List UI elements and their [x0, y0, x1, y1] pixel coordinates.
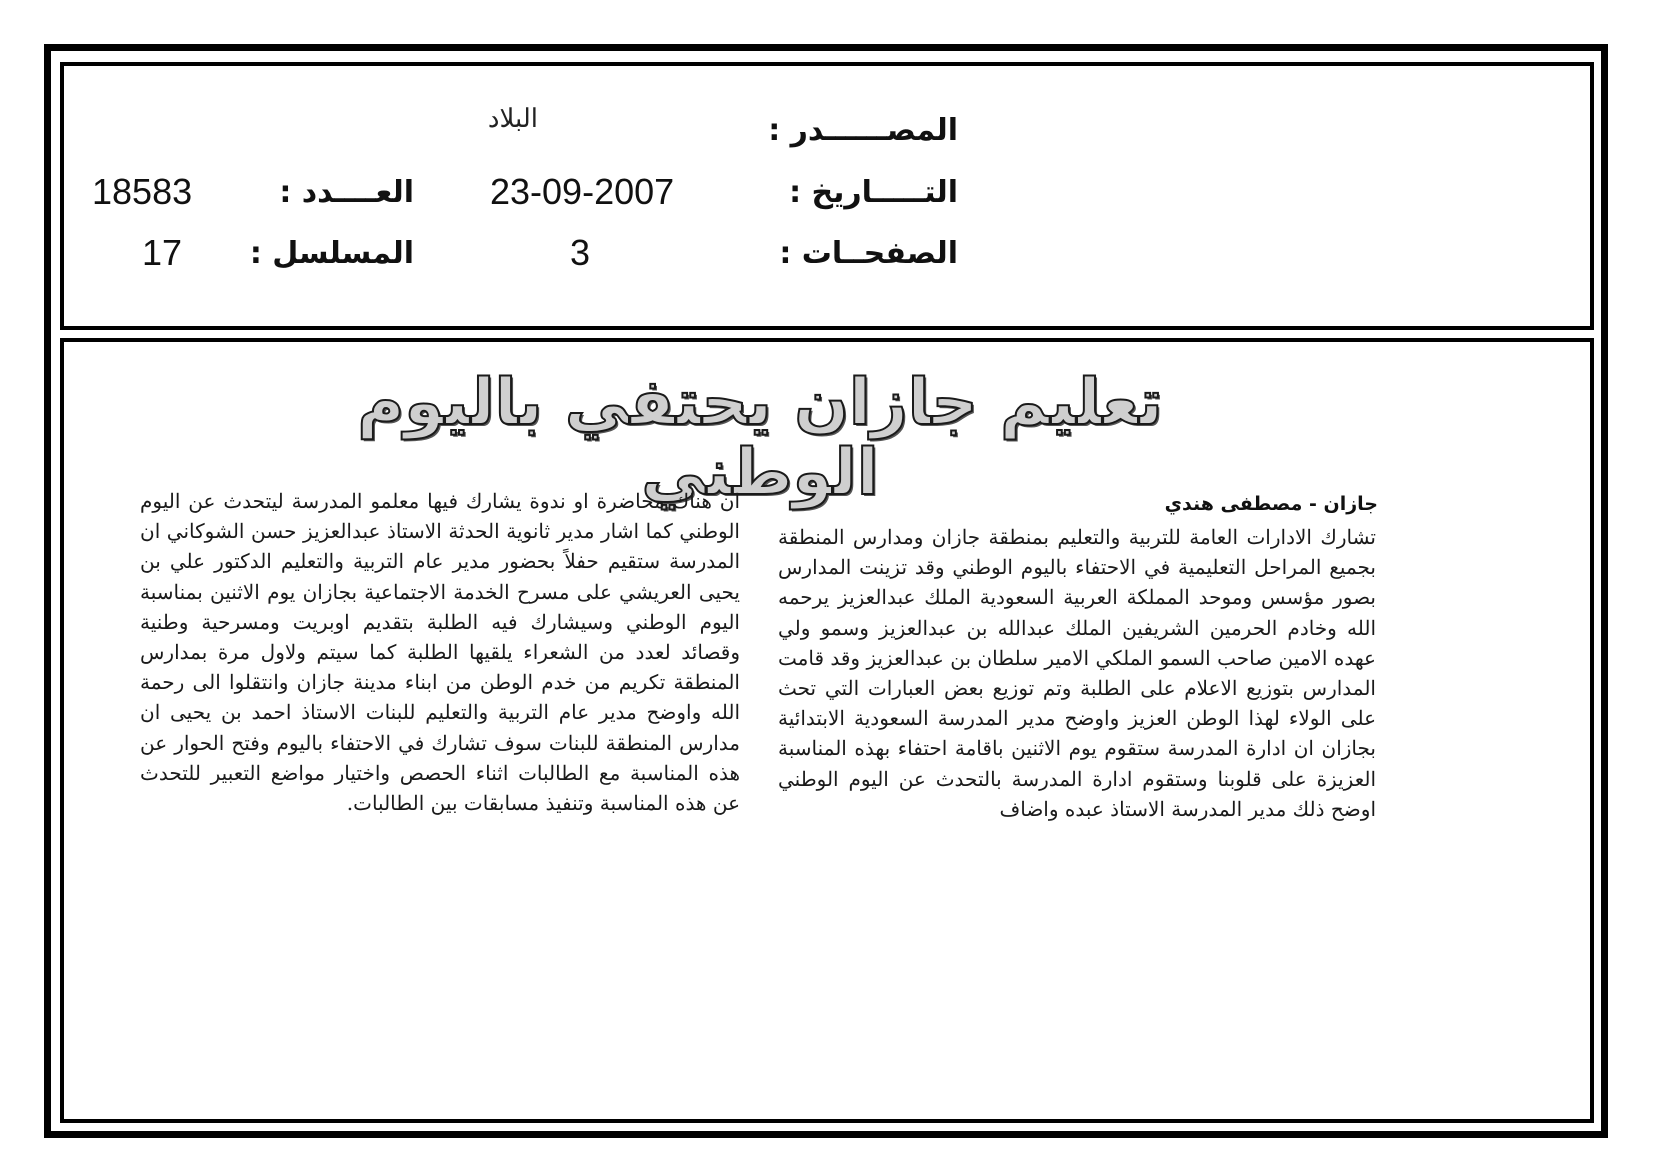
date-value: 23-09-2007 [490, 171, 675, 212]
article-byline: جازان - مصطفى هندي [1164, 493, 1378, 515]
article-paragraph-left: ان هناك محاضرة او ندوة يشارك فيها معلمو المدرسة ليتحدث عن اليوم الوطني كما اشار مدير ثانوية الحدثة الاستاذ عبدالعزيز حسن الشوكاني ان المدرسة ستقيم حفلاً بحضور مدير عام التربية والتعليم الدكتور علي بن يحيى العريشي على مسرح الخدمة الاجتماعية بجازان يوم الاثنين بمناسبة اليوم الوطني وسيشارك فيه الطلبة بتقديم اوبريت ومسرحية وطنية وقصائد لعدد من الشعراء يلقيها الطلبة كما سيتم ولاول مرة بمدارس المنطقة تكريم من خدم الوطن من ابناء مدينة جازان وانتقلوا الى رحمة الله واوضح مدير عام التربية والتعليم للبنات الاستاذ احمد بن يحيى ان مدارس المنطقة للبنات سوف تشارك في الاحتفاء باليوم وفتح الحوار عن هذه المناسبة مع الطالبات اثناء الحصص واختيار مواضع التعبير للتحدث عن هذه المناسبة وتنفيذ مسابقات بين الطالبات. [140, 489, 740, 816]
serial-label: المسلسل : [249, 236, 414, 271]
issue-label: العــــدد : [279, 175, 414, 210]
issue-value: 18583 [92, 171, 193, 212]
source-label: المصــــــدر : [768, 113, 958, 148]
pages-value: 3 [570, 232, 591, 273]
article-paragraph-right: تشارك الادارات العامة للتربية والتعليم بمنطقة جازان ومدارس المنطقة بجميع المراحل التعليمية في الاحتفاء باليوم الوطني وقد تزينت المدارس بصور مؤسس وموحد المملكة العربية السعودية الملك عبدالعزيز يرحمه الله وخادم الحرمين الشريفين الملك عبدالله بن عبدالعزيز وسمو ولي عهده الامين صاحب السمو الملكي الامير سلطان بن عبدالعزيز وقد قامت المدارس بتوزيع الاعلام على الطلبة وتم توزيع بعض العبارات التي تحث على الولاء لهذا الوطن العزيز واوضح مدير المدرسة السعودية الابتدائية بجازان ان ادارة المدرسة ستقوم يوم الاثنين باقامة احتفاء بهذه المناسبة العزيزة على قلوبنا وستقوم ادارة المدرسة بالتحدث عن اليوم الوطني اوضح ذلك مدير المدرسة الاستاذ عبده واضاف [778, 525, 1376, 821]
serial-value: 17 [142, 232, 183, 273]
date-label: التـــــاريخ : [789, 175, 958, 210]
source-value: البلاد [487, 104, 538, 134]
article-column-right [778, 522, 1376, 824]
pages-label: الصفحــات : [779, 236, 958, 271]
article-column-left [140, 486, 740, 818]
article-headline: تعليم جازان يحتفي باليوم الوطني [357, 366, 1163, 511]
